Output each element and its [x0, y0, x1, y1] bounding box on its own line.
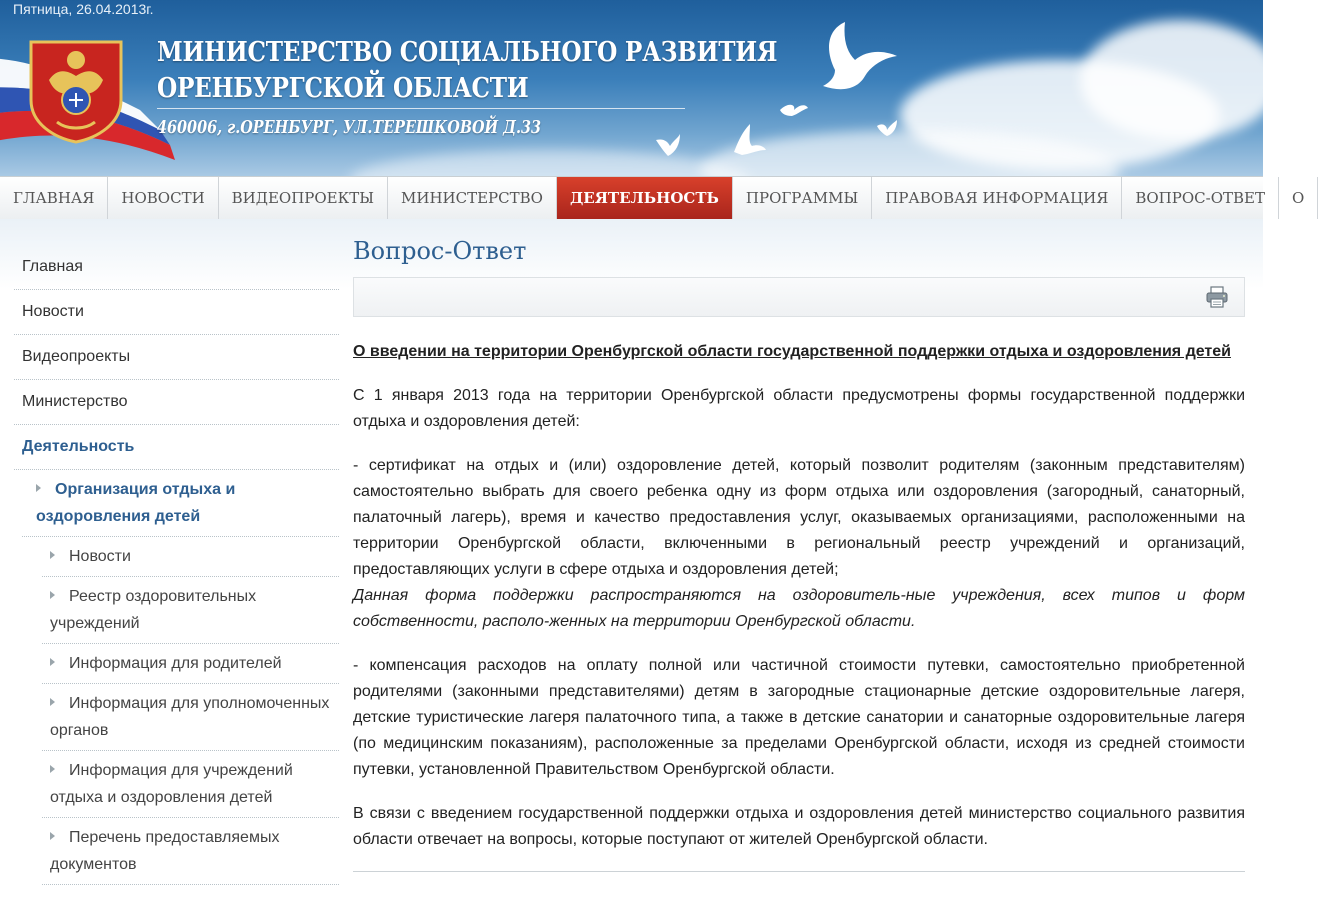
coat-of-arms-icon [27, 38, 125, 144]
arrow-right-icon [50, 551, 55, 559]
article-headline: О введении на территории Оренбургской области государственной поддержки отдыха и оздоровления детей [353, 343, 1231, 360]
arrow-right-icon [50, 591, 55, 599]
main-navigation [0, 176, 1305, 220]
article-italic-note: Данная форма поддержки распространяются на оздоровитель-ные учреждения, всех типов и форм собственности, располо-женных на территории Оренбургской области. [353, 587, 1245, 630]
page-title: Вопрос-Ответ [353, 237, 527, 265]
content-divider [353, 871, 1245, 872]
printer-icon[interactable] [1205, 285, 1229, 309]
article-paragraph: - компенсация расходов на оплату полной или частичной стоимости путевки, самостоятельно приобретенной родителями (законными представителями) детям в загородные стационарные детские оздоровительные лагеря, детские туристические лагеря палаточного типа, а также в детские санатории и санаторные оздоровительные лагеря (по медицинским показаниям), расположенные за пределами Оренбургской области, исходя из средней стоимости путевки, установленной Правительством Оренбургской области. [353, 657, 1245, 778]
sidebar-subsubitem-label: Реестр оздоровительных учреждений [50, 588, 257, 632]
sidebar-subsubitem-parents-info[interactable] [42, 644, 339, 684]
article-paragraph: С 1 января 2013 года на территории Оренбургской области предусмотрены формы государственной поддержки отдыха и оздоровления детей: [353, 387, 1245, 430]
nav-item-home[interactable]: ГЛАВНАЯ [0, 177, 108, 219]
sidebar-subsubitem-label: Информация для родителей [69, 655, 282, 672]
arrow-right-icon [50, 832, 55, 840]
nav-item-programs[interactable]: ПРОГРАММЫ [733, 177, 872, 219]
cloud-decoration [1080, 20, 1280, 140]
nav-item-news[interactable]: НОВОСТИ [108, 177, 218, 219]
nav-item-legal-info[interactable]: ПРАВОВАЯ ИНФОРМАЦИЯ [872, 177, 1122, 219]
site-header [0, 0, 1263, 176]
sidebar-subsubitem-news[interactable] [42, 537, 339, 577]
sidebar-item-video-projects[interactable]: Видеопроекты [14, 335, 339, 380]
article-body [353, 339, 1245, 872]
dove-icon [652, 130, 682, 158]
sidebar-subsubitem-documents-list[interactable] [42, 818, 339, 885]
sidebar-item-activity[interactable]: Деятельность [14, 425, 339, 470]
sidebar-subsubitem-institutions-info[interactable] [42, 751, 339, 818]
sidebar-subitem-label: Организация отдыха и оздоровления детей [36, 481, 236, 525]
article-toolbar [353, 277, 1245, 317]
article-paragraph: В связи с введением государственной поддержки отдыха и оздоровления детей министерство социального развития области отвечает на вопросы, которые поступают от жителей Оренбургской области. [353, 805, 1245, 848]
arrow-right-icon [50, 698, 55, 706]
sidebar-subsubitem-registry[interactable] [42, 577, 339, 644]
ministry-address: 460006, г.ОРЕНБУРГ, УЛ.ТЕРЕШКОВОЙ Д.33 [157, 117, 542, 138]
title-divider [157, 108, 685, 109]
arrow-right-icon [50, 765, 55, 773]
nav-item-qa[interactable]: ВОПРОС-ОТВЕТ [1122, 177, 1279, 219]
article-paragraph: - сертификат на отдых и (или) оздоровление детей, который позволит родителям (законным представителям) самостоятельно выбрать для своего ребенка одну из форм отдыха или оздоровления (загородный, санаторный, палаточный лагерь), время и качество предоставления услуг, оказываемых организациями, расположенными на территории Оренбургской области, включенными в региональный реестр учреждений и организаций, предоставляющих услуги в сфере отдыха и оздоровления детей; [353, 457, 1245, 578]
ministry-title-line2: ОРЕНБУРГСКОЙ ОБЛАСТИ [157, 73, 529, 104]
nav-item-ministry[interactable]: МИНИСТЕРСТВО [388, 177, 557, 219]
sidebar-subsubitem-label: Информация для учреждений отдыха и оздоровления детей [50, 762, 293, 806]
nav-item-about[interactable]: О [1279, 177, 1318, 219]
dove-icon [875, 118, 899, 138]
sidebar-subsubitem-label: Новости [69, 548, 131, 565]
sidebar-subsubitem-label: Перечень предоставляемых документов [50, 829, 280, 873]
sidebar-subsubitem-label: Информация для уполномоченных органов [50, 695, 330, 739]
dove-icon [778, 100, 810, 118]
sidebar-menu [14, 245, 339, 885]
current-date: Пятница, 26.04.2013г. [13, 1, 154, 17]
dove-icon [728, 122, 768, 156]
ministry-title-line1: МИНИСТЕРСТВО СОЦИАЛЬНОГО РАЗВИТИЯ [157, 37, 778, 68]
main-content [353, 235, 1245, 872]
sidebar-subsubitem-authorities-info[interactable] [42, 684, 339, 751]
arrow-right-icon [50, 658, 55, 666]
sidebar-item-news[interactable]: Новости [14, 290, 339, 335]
arrow-right-icon [36, 484, 41, 492]
sidebar-item-ministry[interactable]: Министерство [14, 380, 339, 425]
sidebar-item-home[interactable]: Главная [14, 245, 339, 290]
sidebar-subitem-children-recreation[interactable] [22, 470, 339, 537]
dove-icon [805, 20, 900, 95]
nav-item-video-projects[interactable]: ВИДЕОПРОЕКТЫ [219, 177, 388, 219]
nav-item-activity[interactable]: ДЕЯТЕЛЬНОСТЬ [557, 177, 733, 219]
